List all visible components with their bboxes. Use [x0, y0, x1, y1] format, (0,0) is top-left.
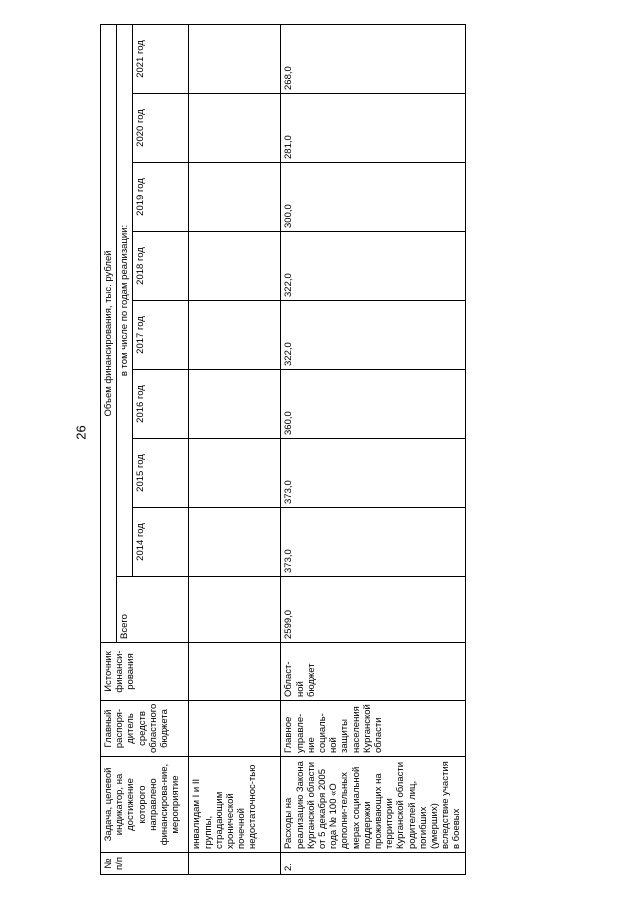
header-num: № п/п [101, 853, 189, 875]
header-year: 2021 год [133, 24, 189, 93]
row-value [189, 508, 281, 577]
row-value: 360,0 [281, 370, 465, 439]
row-value [189, 301, 281, 370]
row-value [189, 439, 281, 508]
row-value [189, 94, 281, 163]
header-year: 2014 год [133, 508, 189, 577]
page-number: 26 [73, 425, 89, 440]
row-value: 322,0 [281, 232, 465, 301]
row-value: 268,0 [281, 24, 465, 93]
row-total [189, 577, 281, 643]
row-num [189, 853, 281, 875]
row-value [189, 232, 281, 301]
row-num: 2. [281, 853, 465, 875]
header-task: Задача, целевой индикатор, на достижение которого направлено финансирова-ние, мероприятие [101, 757, 189, 853]
header-year: 2017 год [133, 301, 189, 370]
header-year: 2020 год [133, 94, 189, 163]
header-year: 2018 год [133, 232, 189, 301]
header-year: 2019 год [133, 163, 189, 232]
header-year: 2016 год [133, 370, 189, 439]
row-manager: Главное управле-ние социаль-ной защиты населения Курганской области [281, 701, 465, 757]
row-value: 373,0 [281, 439, 465, 508]
header-manager: Главный распоря-дитель средств областного бюджета [101, 701, 189, 757]
row-manager [189, 701, 281, 757]
header-row-1 [101, 24, 117, 874]
row-value: 300,0 [281, 163, 465, 232]
row-value [189, 163, 281, 232]
table-row [281, 24, 465, 874]
rotated-table-sheet [100, 25, 580, 875]
table-row [189, 24, 281, 874]
row-source [189, 643, 281, 701]
header-source: Источник финанси-рования [101, 643, 189, 701]
header-total: Всего [117, 577, 189, 643]
row-value: 281,0 [281, 94, 465, 163]
row-value: 322,0 [281, 301, 465, 370]
header-by-year: в том числе по годам реализации: [117, 24, 133, 576]
header-funding: Объем финансирования, тыс. рублей [101, 24, 117, 642]
row-task: инвалидам I и II группы, страдающим хронической почечной недостаточнос-тью [189, 757, 281, 853]
header-year: 2015 год [133, 439, 189, 508]
row-total: 2599,0 [281, 577, 465, 643]
financing-table [100, 24, 466, 875]
row-task: Расходы на реализацию Закона Курганской области от 5 декабря 2005 года № 100 «О дополни-тельных мерах социальной поддержки проживающих на территории Курганской области родителей лиц, погибших (умерших) вследствие участия в боевых [281, 757, 465, 853]
row-value: 373,0 [281, 508, 465, 577]
row-value [189, 370, 281, 439]
row-value [189, 24, 281, 93]
row-source: Област-ной бюджет [281, 643, 465, 701]
